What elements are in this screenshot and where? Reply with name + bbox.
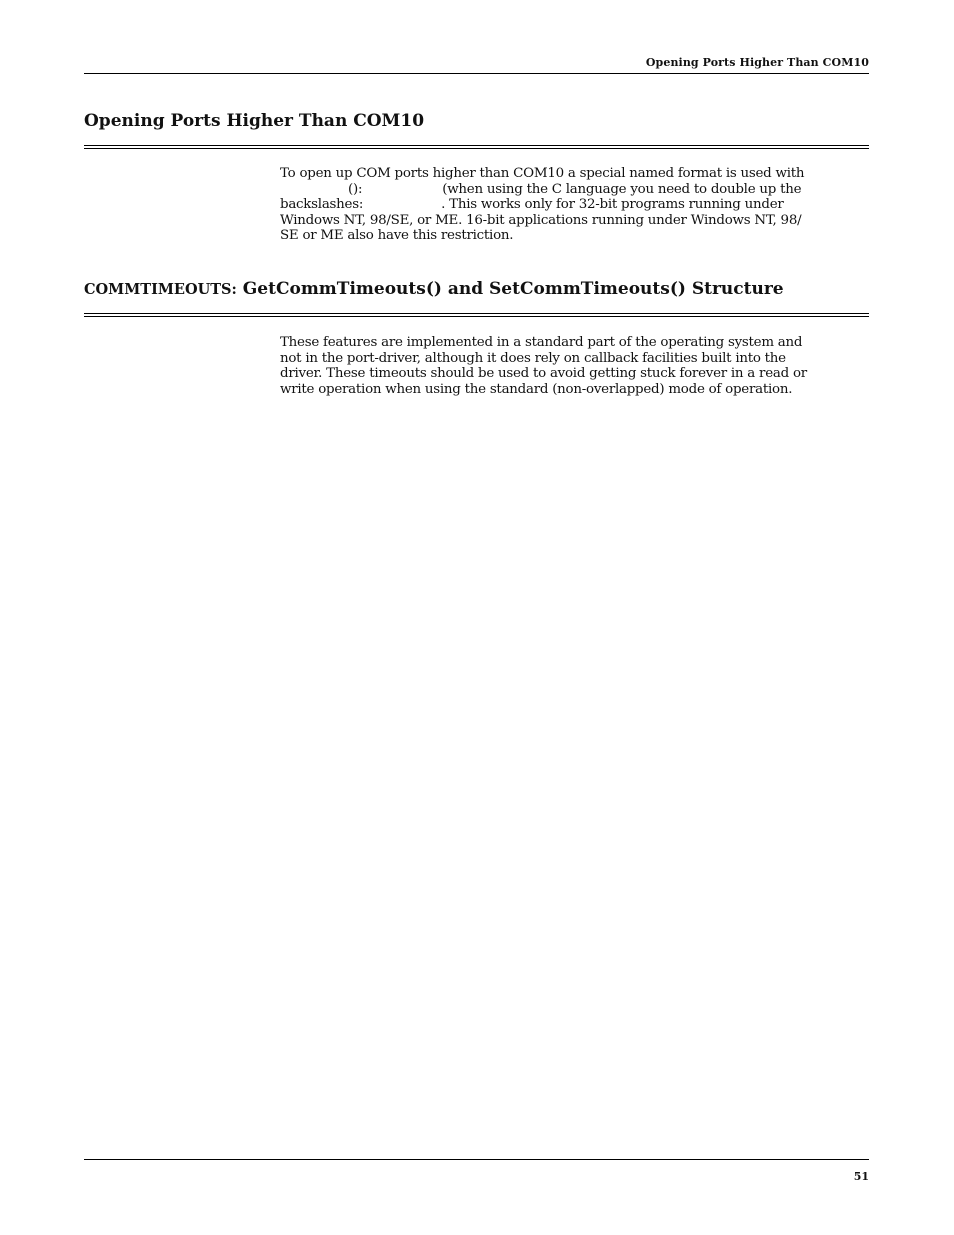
paragraph-line — [280, 197, 865, 213]
paragraph-fragment: . This works only for 32-bit programs running under — [441, 197, 784, 213]
section-rule — [84, 145, 869, 149]
heading-functions: GetCommTimeouts() and SetCommTimeouts() Structure — [236, 279, 784, 299]
paragraph-line: Windows NT, 98/SE, or ME. 16-bit applications running under Windows NT, 98/ — [280, 212, 802, 228]
paragraph-fragment: (when using the C language you need to double up the — [442, 181, 802, 197]
section-heading-commtimeouts — [84, 279, 869, 299]
section-paragraph-commtimeouts — [280, 335, 865, 397]
paragraph-line: driver. These timeouts should be used to avoid getting stuck forever in a read or — [280, 366, 807, 382]
paragraph-fragment: (): — [348, 181, 363, 197]
paragraph-fragment: backslashes: — [280, 197, 364, 213]
section-heading-opening-ports: Opening Ports Higher Than COM10 — [84, 111, 425, 131]
paragraph-line — [280, 182, 865, 198]
section-rule — [84, 313, 869, 317]
page-number: 51 — [853, 1170, 869, 1183]
paragraph-line: SE or ME also have this restriction. — [280, 228, 514, 244]
heading-structure-name: COMMTIMEOUTS: — [84, 281, 237, 298]
header-rule — [84, 73, 869, 74]
paragraph-line: write operation when using the standard (non-overlapped) mode of operation. — [280, 381, 793, 397]
footer-rule — [84, 1159, 869, 1160]
section-paragraph-opening-ports — [280, 166, 865, 244]
paragraph-line: These features are implemented in a standard part of the operating system and — [280, 335, 803, 350]
paragraph-line: not in the port-driver, although it does rely on callback facilities built into the — [280, 350, 786, 366]
paragraph-line: To open up COM ports higher than COM10 a special named format is used with — [280, 166, 805, 181]
running-header: Opening Ports Higher Than COM10 — [645, 56, 869, 69]
